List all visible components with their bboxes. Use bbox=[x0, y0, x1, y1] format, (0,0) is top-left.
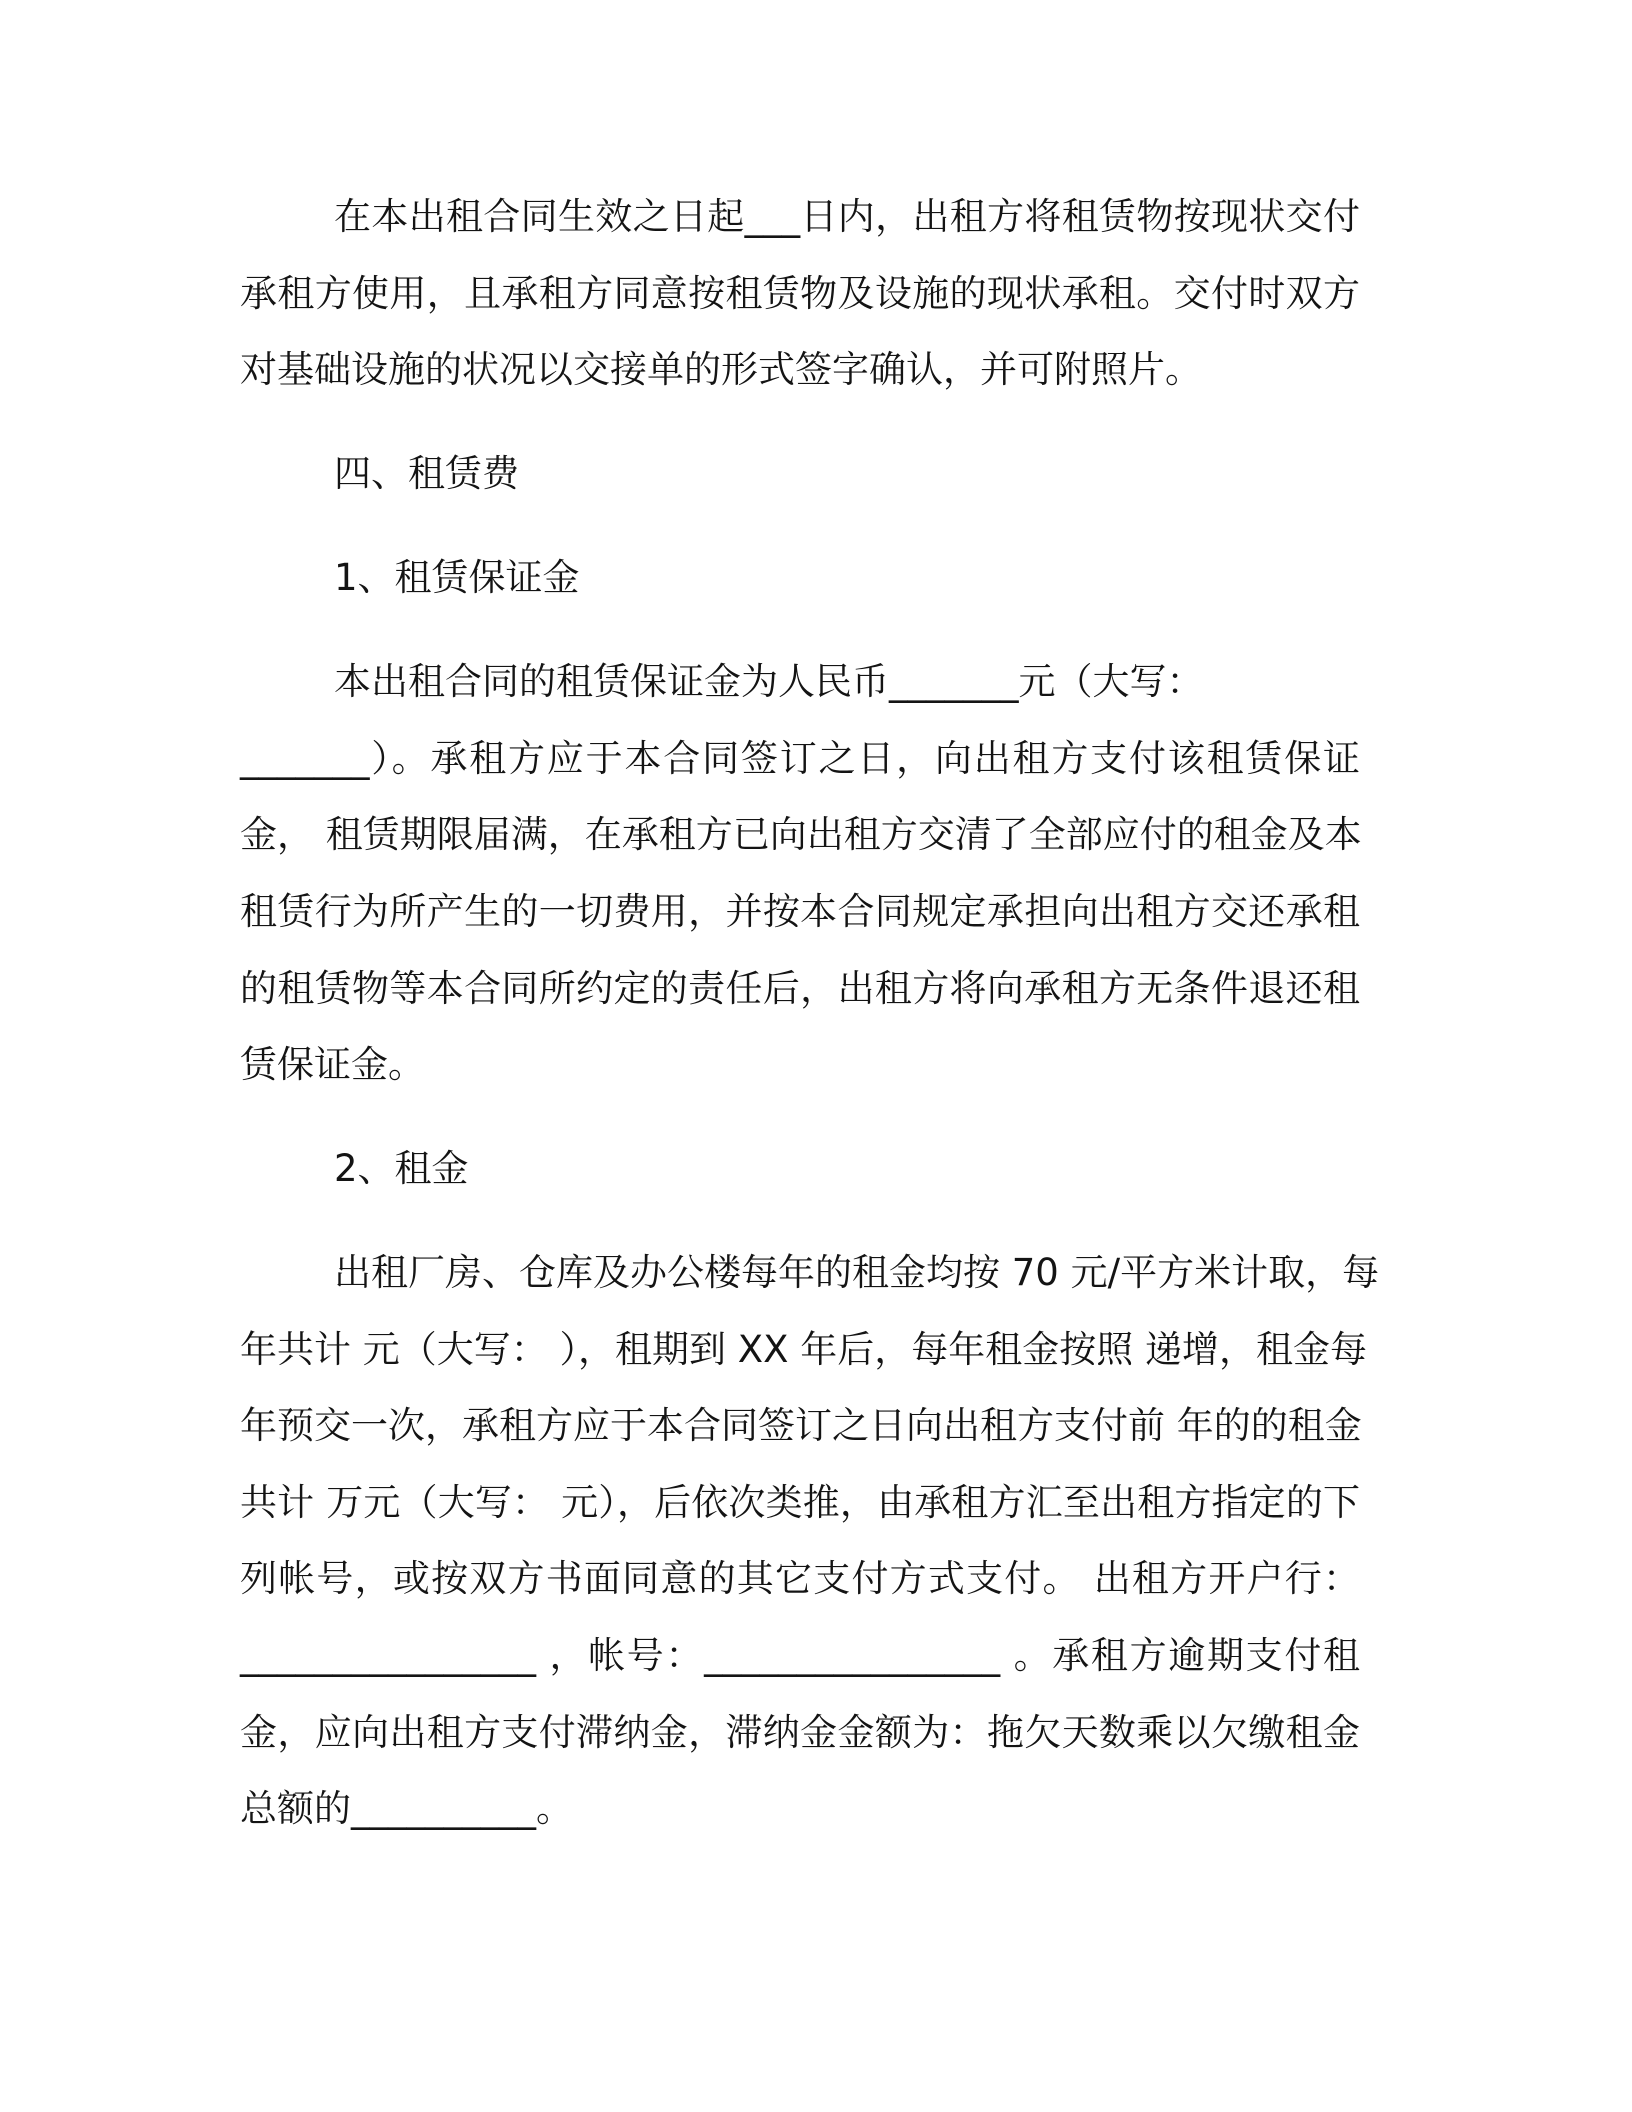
rent-line-3: 年预交一次，承租方应于本合同签订之日向出租方支付前 年的的租金 bbox=[240, 1404, 1362, 1448]
rent-heading-text: 2、租金 bbox=[334, 1147, 469, 1191]
deposit-line-1: 本出租合同的租赁保证金为人民币_______元（大写： bbox=[334, 660, 1204, 704]
deposit-line-4: 租赁行为所产生的一切费用，并按本合同规定承担向出租方交还承租 bbox=[240, 889, 1360, 933]
delivery-clause-line-2: 承租方使用，且承租方同意按租赁物及设施的现状承租。交付时双方 bbox=[240, 271, 1360, 315]
rent-paragraph bbox=[240, 1235, 1380, 1848]
deposit-line-3: 金， 租赁期限届满，在承租方已向出租方交清了全部应付的租金及本 bbox=[240, 813, 1362, 857]
rent-line-8: 总额的__________。 bbox=[240, 1787, 573, 1831]
rent-line-5: 列帐号，或按双方书面同意的其它支付方式支付。 出租方开户行： bbox=[240, 1557, 1360, 1601]
rent-line-2: 年共计 元（大写： ），租期到 XX 年后，每年租金按照 递增，租金每 bbox=[240, 1327, 1367, 1371]
deposit-line-6: 赁保证金。 bbox=[240, 1043, 425, 1087]
rent-line-7: 金，应向出租方支付滞纳金，滞纳金金额为：拖欠天数乘以欠缴租金 bbox=[240, 1710, 1360, 1754]
delivery-clause-line-1: 在本出租合同生效之日起___日内，出租方将租赁物按现状交付 bbox=[334, 195, 1360, 238]
deposit-heading-text: 1、租赁保证金 bbox=[334, 556, 580, 600]
document-page bbox=[240, 179, 1380, 1875]
deposit-heading bbox=[240, 540, 1360, 617]
section-heading-text: 四、租赁费 bbox=[334, 452, 519, 496]
deposit-line-5: 的租赁物等本合同所约定的责任后，出租方将向承租方无条件退还租 bbox=[240, 966, 1360, 1010]
section-heading-rental-fee bbox=[240, 436, 1360, 513]
deposit-paragraph bbox=[240, 644, 1360, 1104]
rent-line-6: ________________ ，帐号：________________ 。承租方逾期支付租 bbox=[240, 1634, 1360, 1678]
rent-heading bbox=[240, 1131, 1360, 1208]
delivery-clause-line-3: 对基础设施的状况以交接单的形式签字确认，并可附照片。 bbox=[240, 348, 1202, 392]
rent-line-4: 共计 万元（大写： 元），后依次类推，由承租方汇至出租方指定的下 bbox=[240, 1480, 1360, 1524]
delivery-clause-paragraph bbox=[240, 179, 1360, 409]
deposit-line-2: _______）。承租方应于本合同签订之日，向出租方支付该租赁保证 bbox=[240, 736, 1360, 780]
rent-line-1: 出租厂房、仓库及办公楼每年的租金均按 70 元/平方米计取，每 bbox=[334, 1251, 1380, 1295]
